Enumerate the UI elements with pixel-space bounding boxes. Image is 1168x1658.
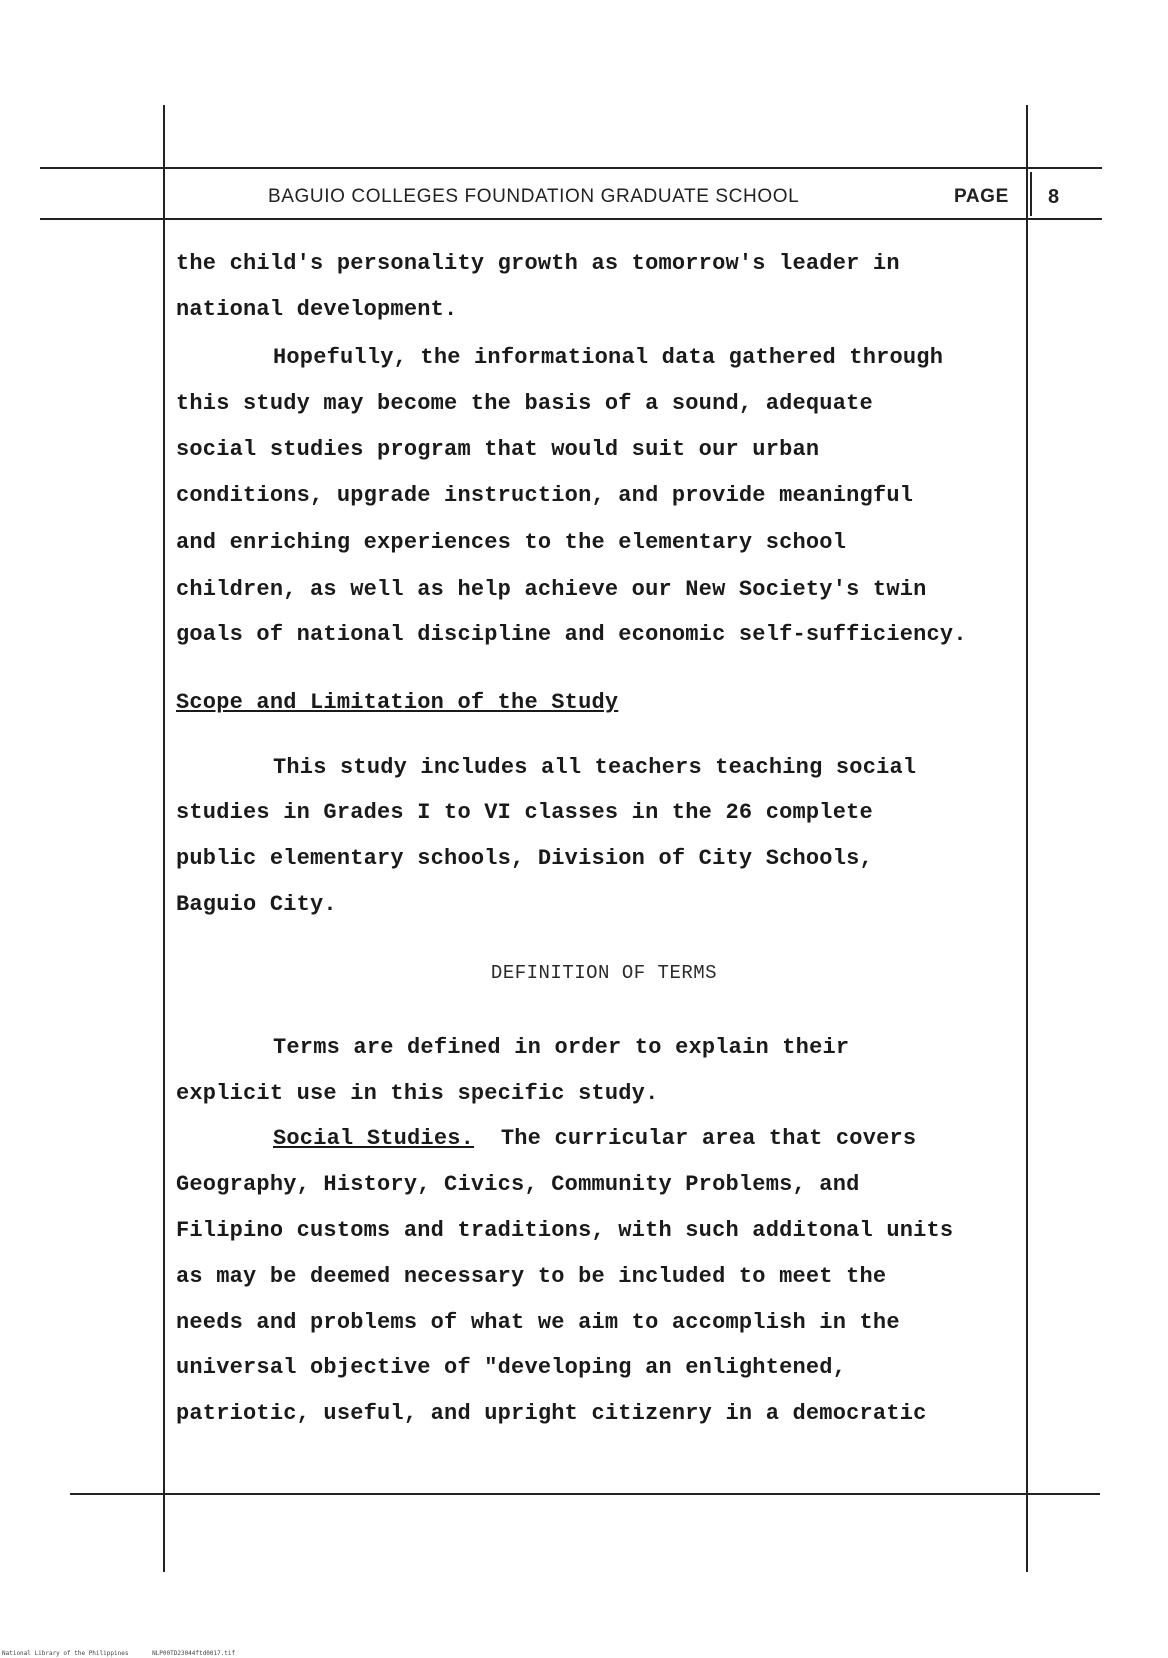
body-line: social studies program that would suit our urban [176, 437, 820, 462]
body-line: Geography, History, Civics, Community Problems, and [176, 1172, 860, 1197]
body-line: studies in Grades I to VI classes in the 26 complete [176, 800, 873, 825]
paragraph-start: Terms are defined in order to explain their [273, 1035, 850, 1060]
body-line: Filipino customs and traditions, with such additonal units [176, 1218, 954, 1243]
body-line: and enriching experiences to the elementary school [176, 530, 847, 555]
bottom-rule [70, 1493, 1100, 1495]
term-definition-line [273, 1126, 916, 1151]
body-line: explicit use in this specific study. [176, 1081, 659, 1106]
body-line: conditions, upgrade instruction, and provide meaningful [176, 483, 914, 508]
library-name: National Library of the Philippines [2, 1650, 129, 1657]
body-line: needs and problems of what we aim to accomplish in the [176, 1310, 900, 1335]
header-bottom-rule [40, 218, 1102, 220]
section-heading-scope: Scope and Limitation of the Study [176, 690, 619, 715]
body-line: national development. [176, 297, 458, 322]
right-margin-rule [1026, 105, 1028, 1572]
body-line: as may be deemed necessary to be included to meet the [176, 1264, 887, 1289]
body-line: patriotic, useful, and upright citizenry in a democratic [176, 1401, 927, 1426]
paragraph-start: This study includes all teachers teaching social [273, 755, 917, 780]
section-heading-definitions: DEFINITION OF TERMS [490, 962, 718, 984]
scan-footer [2, 1650, 255, 1657]
body-line: Baguio City. [176, 892, 337, 917]
term-definition: The curricular area that covers [474, 1126, 917, 1151]
body-line: universal objective of "developing an enlightened, [176, 1355, 847, 1380]
left-margin-rule [163, 105, 165, 1572]
page-number-divider [1030, 172, 1032, 216]
body-line: goals of national discipline and economic self-sufficiency. [176, 622, 967, 647]
file-id: NLP00TD23044ftd0017.tif [152, 1650, 236, 1657]
body-line: the child's personality growth as tomorrow's leader in [176, 251, 900, 276]
body-line: public elementary schools, Division of City Schools, [176, 846, 873, 871]
institution-header: BAGUIO COLLEGES FOUNDATION GRADUATE SCHOOL [268, 186, 800, 207]
term-label: Social Studies. [273, 1126, 475, 1151]
body-line: this study may become the basis of a sound, adequate [176, 391, 873, 416]
page-number: 8 [1048, 186, 1060, 208]
page-label: PAGE [954, 186, 1009, 207]
paragraph-start: Hopefully, the informational data gathered through [273, 345, 944, 370]
body-line: children, as well as help achieve our New Society's twin [176, 577, 927, 602]
header-top-rule [40, 167, 1102, 169]
